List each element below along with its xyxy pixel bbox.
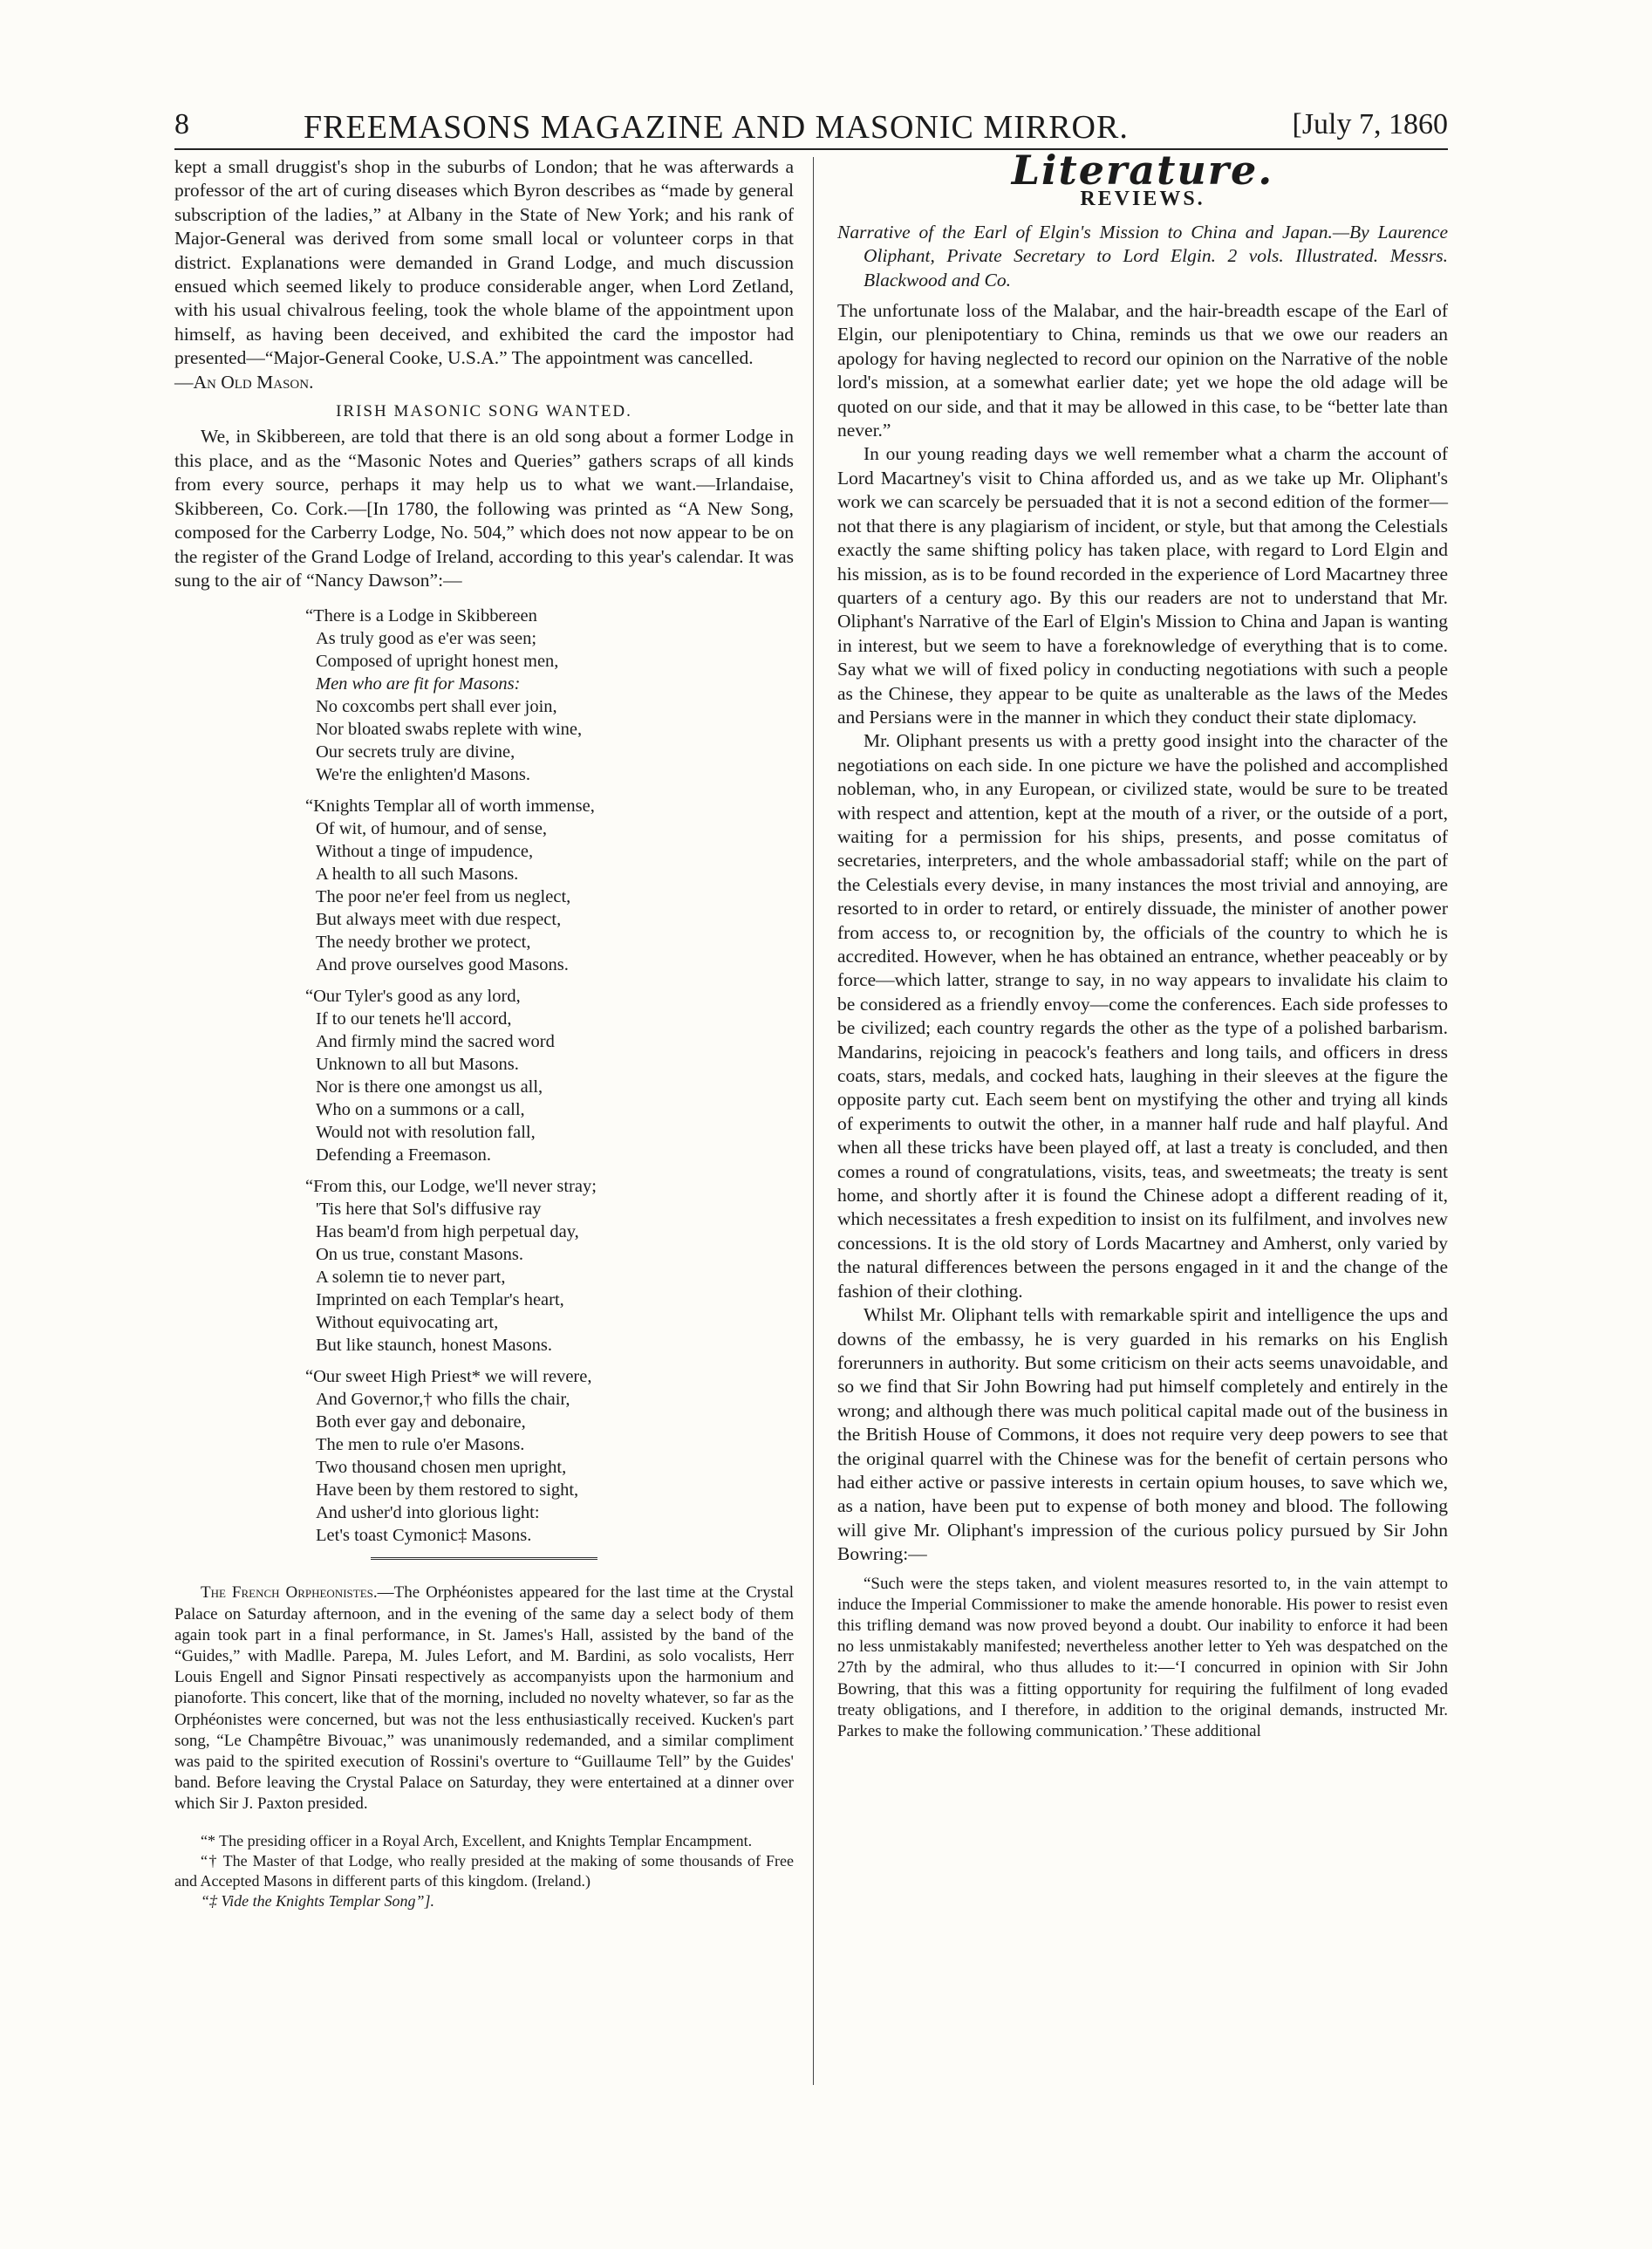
poem-line: “Our sweet High Priest* we will revere, xyxy=(305,1367,592,1387)
poem-line: Without equivocating art, xyxy=(316,1313,499,1333)
footnote-3: “‡ Vide the Knights Templar Song”]. xyxy=(201,1891,435,1910)
paragraph-skibbereen: We, in Skibbereen, are told that there is an old song about a former Lodge in this place, and as the “Masonic Notes and Queries” gathers scraps of all kinds from every source, perhaps it may help us to what we want.—Irlandaise, Skibbereen, Co. Cork.—[In 1780, the following was printed as “A New Song, composed for the Carberry Lodge, No. 504,” which does not now appear to be on the register of the Grand Lodge of Ireland, according to this year's calendar. It was sung to the air of “Nancy Dawson”:— xyxy=(174,426,794,591)
poem-line: If to our tenets he'll accord, xyxy=(316,1009,512,1029)
stanza-2 xyxy=(305,795,794,976)
left-column xyxy=(174,155,794,1911)
poem-line: “From this, our Lodge, we'll never stray; xyxy=(305,1177,597,1197)
poem-line: The poor ne'er feel from us neglect, xyxy=(316,887,571,907)
poem-line: And Governor,† who fills the chair, xyxy=(316,1390,570,1410)
orpheonistes-text: —The Orphéonistes appeared for the last time at the Crystal Palace on Saturday afternoon, and in the evening of the same day a select body of them again took part in a final performance, in St. James's Hall, assisted by the band of the “Guides,” with Madlle. Parepa, M. Jules Lefort, and M. Bardini, as solo vocalists, Herr Louis Engell and Signor Pinsati respectively as accompanyists upon the harmonium and pianoforte. This concert, like that of the morning, included no novelty whatever, so far as the Orphéonistes were concerned, but was not the less enthusiastically received. Kucken's part song, “Le Champêtre Bivouac,” was unanimously redemanded, and a similar compliment was paid to the spirited execution of Rossini's overture to “Guillaume Tell” by the Guides' band. Before leaving the Crystal Palace on Saturday, they were entertained at a dinner over which Sir J. Paxton presided. xyxy=(174,1583,794,1814)
poem-line: And prove ourselves good Masons. xyxy=(316,955,569,975)
poem-line: But like staunch, honest Masons. xyxy=(316,1336,553,1356)
poem-line: Two thousand chosen men upright, xyxy=(316,1458,567,1478)
magazine-title: FREEMASONS MAGAZINE AND MASONIC MIRROR. xyxy=(304,109,1129,146)
poem-line: Without a tinge of impudence, xyxy=(316,842,534,862)
poem-line: The men to rule o'er Masons. xyxy=(316,1435,525,1455)
review-paragraph-2: In our young reading days we well remember what a charm the account of Lord Macartney's visit to China afforded us, and as we take up Mr. Oliphant's work we can scarcely be persuaded that it is not a second edition of the former—not that there is any plagiarism of incident, or style, but that among the Celestials exactly the same shifting policy has taken place, with regard to Lord Elgin and his mission, as is to be found recorded in the experience of Lord Macartney three quarters of a century ago. By this our readers are not to understand that Mr. Oliphant's Narrative of the Earl of Elgin's Mission to China and Japan is wanting in interest, but we seem to have a foreknowledge of everything that is to come. Say what we will of fixed policy in conducting negotiations with such a people as the Chinese, they appear to be quite as unalterable as the laws of the Medes and Persians were in the manner in which they conduct their state diplomacy. xyxy=(837,443,1448,728)
poem-line: Of wit, of humour, and of sense, xyxy=(316,819,548,839)
issue-date: [July 7, 1860 xyxy=(1292,108,1448,140)
poem-line: The needy brother we protect, xyxy=(316,933,531,953)
poem-line: On us true, constant Masons. xyxy=(316,1245,524,1265)
orpheonistes-lead: The French Orpheonistes. xyxy=(201,1583,378,1603)
poem-line: Men who are fit for Masons: xyxy=(316,674,521,694)
poem-line: Imprinted on each Templar's heart, xyxy=(316,1290,564,1310)
poem-line: A solemn tie to never part, xyxy=(316,1268,506,1288)
review-paragraph-1: The unfortunate loss of the Malabar, and the hair-breadth escape of the Earl of Elgin, our plenipotentiary to China, reminds us that we owe our readers an apology for having neglected to record our opinion on the Narrative of the noble lord's mission, at a somewhat earlier date; yet we hope the old adage will be quoted on our side, and that it may be allowed in this case, to be “better late than never.” xyxy=(837,300,1448,441)
poem-line: “Our Tyler's good as any lord, xyxy=(305,987,521,1007)
stanza-3 xyxy=(305,985,794,1166)
poem-line: Unknown to all but Masons. xyxy=(316,1055,519,1075)
paragraph-druggist: kept a small druggist's shop in the suburbs of London; that he was afterwards a professor of the art of curing diseases which Byron describes as “made by general subscription of the ladies,” at Albany in the State of New York; and his rank of Major-General was derived from some small local or volunteer corps in that district. Explanations were demanded in Grand Lodge, and much discussion ensued which seemed likely to produce considerable anger, when Lord Zetland, with his usual chivalrous feeling, took the whole blame of the appointment upon himself, as having been deceived, and exhibited the card the impostor had presented—“Major-General Cooke, U.S.A.” The appointment was cancelled. xyxy=(174,156,794,369)
poem-line: But always meet with due respect, xyxy=(316,910,562,930)
poem-line: Has beam'd from high perpetual day, xyxy=(316,1222,579,1242)
poem-line: Let's toast Cymonic‡ Masons. xyxy=(316,1526,532,1546)
right-column xyxy=(837,147,1448,1742)
poem-line: And usher'd into glorious light: xyxy=(316,1503,540,1523)
poem-line: Who on a summons or a call, xyxy=(316,1100,525,1120)
book-title: Narrative of the Earl of Elgin's Mission to China and Japan.—By Laurence Oliphant, Private Secretary to Lord Elgin. 2 vols. Illustrated. Messrs. Blackwood and Co. xyxy=(837,221,1448,291)
poem-line: Defending a Freemason. xyxy=(316,1145,491,1166)
stanza-5 xyxy=(305,1365,794,1547)
review-quote xyxy=(837,1574,1448,1743)
footnote-2: “† The Master of that Lodge, who really presided at the making of some thousands of Free and Accepted Masons in different parts of this kingdom. (Ireland.) xyxy=(174,1851,794,1890)
stanza-4 xyxy=(305,1175,794,1357)
footnote-1: “* The presiding officer in a Royal Arch, Excellent, and Knights Templar Encampment. xyxy=(201,1831,753,1849)
poem-line: Composed of upright honest men, xyxy=(316,652,559,672)
poem-line: As truly good as e'er was seen; xyxy=(316,629,537,649)
poem-line: Both ever gay and debonaire, xyxy=(316,1412,526,1432)
poem-line: Would not with resolution fall, xyxy=(316,1123,536,1143)
poem-line: 'Tis here that Sol's diffusive ray xyxy=(316,1200,542,1220)
footnotes xyxy=(174,1831,794,1911)
poem-line: No coxcombs pert shall ever join, xyxy=(316,697,557,717)
poem-line: And firmly mind the sacred word xyxy=(316,1032,555,1052)
poem-line: “Knights Templar all of worth immense, xyxy=(305,796,595,817)
poem-line: Nor bloated swabs replete with wine, xyxy=(316,720,583,740)
subhead-irish-song: IRISH MASONIC SONG WANTED. xyxy=(336,402,632,421)
poem-line: “There is a Lodge in Skibbereen xyxy=(305,606,537,626)
literature-heading: Literature. xyxy=(1011,147,1274,194)
poem-line: We're the enlighten'd Masons. xyxy=(316,765,530,785)
column-rule xyxy=(813,157,814,2085)
review-paragraph-4: Whilst Mr. Oliphant tells with remarkable spirit and intelligence the ups and downs of the embassy, he is very guarded in his remarks on his English forerunners in authority. But some criticism on their acts seems unavoidable, and so we find that Sir John Bowring had put himself completely and entirely in the wrong; and although there was much political capital made out of the business in the British House of Commons, it does not require very deep powers to see that the original quarrel with the Chinese was for the benefit of certain persons who had either active or passive interests in certain opium houses, to save which we, as a nation, have been put to expense of both money and blood. The following will give Mr. Oliphant's impression of the curious policy pursued by Sir John Bowring:— xyxy=(837,1304,1448,1565)
section-divider xyxy=(371,1557,597,1560)
poem-line: Nor is there one amongst us all, xyxy=(316,1077,543,1097)
page-number: 8 xyxy=(174,108,189,140)
orpheonistes-note xyxy=(174,1583,794,1815)
signature-old-mason: —An Old Mason. xyxy=(174,371,314,393)
reviews-heading: REVIEWS. xyxy=(1080,188,1205,211)
poem-line: A health to all such Masons. xyxy=(316,865,519,885)
poem-line: Our secrets truly are divine, xyxy=(316,742,515,762)
poem xyxy=(305,605,794,1547)
review-paragraph-3: Mr. Oliphant presents us with a pretty good insight into the character of the negotiations on each side. In one picture we have the polished and accomplished nobleman, who, in any European, or civilized state, would be sure to be treated with respect and attention, kept at the mouth of a river, or the outside of a port, waiting for a permission for his ships, presents, and posse comitatus of secretaries, interpreters, and the whole ambassadorial staff; while on the part of the Celestials every devise, in many instances the most trivial and annoying, are resorted to in order to retard, or entirely dissuade, the minister of another power from access to, or recognition by, the officials of the country to which he is accredited. However, when he has obtained an entrance, whether peaceably or by force—which latter, strange to say, in no way appears to invalidate his claim to be considered as a friendly envoy—come the conferences. Each side professes to be civilized; each country regards the other as the type of a polished barbarism. Mandarins, rejoicing in peacock's feathers and long tails, and officers in dress coats, stars, medals, and cocked hats, laughing in their sleeves at the figure the opposite party cut. Each seem bent on mystifying the other and trying all kinds of experiments to outwit the other, in a manner half rude and half playful. And when all these tricks have been played off, at last a treaty is concluded, and then comes a round of congratulations, visits, teas, and sweetmeats; the treaty is sent home, and shortly after it is found the Chinese adopt a different reading of it, which necessitates a fresh expedition to insist on its fulfilment, and involves new concessions. It is the old story of Lords Macartney and Amherst, only varied by the natural differences between the persons engaged in it and the change of the fashion of their clothing. xyxy=(837,730,1448,1302)
quote-text: “Such were the steps taken, and violent measures resorted to, in the vain attempt to induce the Imperial Commissioner to make the amende honorable. His power to resist even this trifling demand was now proved beyond a doubt. Our inability to enforce it had been no less unmistakably manifested; nevertheless another letter to Yeh was despatched on the 27th by the admiral, who thus alludes to it:—‘I concurred in opinion with Sir John Bowring, that this was a fitting opportunity for requiring the fulfilment of long evaded treaty obligations, and I therefore, in addition to the original demands, instructed Mr. Parkes to make the following communication.’ These additional xyxy=(837,1574,1448,1740)
stanza-1 xyxy=(305,605,794,786)
poem-line: Have been by them restored to sight, xyxy=(316,1480,579,1500)
